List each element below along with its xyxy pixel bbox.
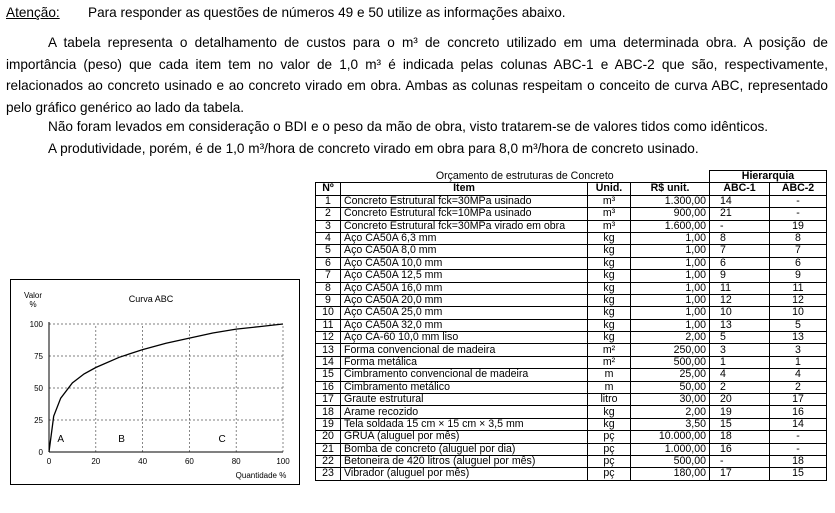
row-abc2: 8 [770, 232, 827, 244]
row-abc2: - [770, 208, 827, 220]
row-abc1: 11 [710, 282, 770, 294]
table-row [316, 356, 827, 368]
region-label: C [218, 433, 226, 445]
row-abc2: 18 [770, 455, 827, 467]
row-abc2: 15 [770, 468, 827, 480]
row-unit: kg [588, 418, 631, 430]
paragraph-line: pelo gráfico genérico ao lado da tabela. [6, 99, 245, 115]
row-price: 50,00 [631, 381, 710, 393]
attention-label: Atenção: [6, 5, 60, 20]
row-abc1: 20 [710, 394, 770, 406]
row-abc2: 16 [770, 406, 827, 418]
table-row [316, 220, 827, 232]
row-unit: kg [588, 282, 631, 294]
table-row [316, 282, 827, 294]
row-item: Tela soldada 15 cm × 15 cm × 3,5 mm [341, 418, 588, 430]
row-abc2: 11 [770, 282, 827, 294]
y-tick-label: 25 [34, 416, 43, 425]
table-title-row [316, 171, 827, 183]
row-abc1: 19 [710, 406, 770, 418]
col-header-item: Item [341, 183, 588, 195]
row-unit: m³ [588, 208, 631, 220]
row-unit: m² [588, 344, 631, 356]
row-abc2: 2 [770, 381, 827, 393]
row-abc2: 13 [770, 332, 827, 344]
x-tick-label: 0 [46, 457, 52, 466]
row-unit: m² [588, 356, 631, 368]
table-row [316, 344, 827, 356]
x-tick-label: 60 [184, 457, 194, 466]
y-tick-label: 100 [29, 320, 43, 329]
table-row [316, 455, 827, 467]
row-item: Cimbramento convencional de madeira [341, 369, 588, 381]
table-row [316, 232, 827, 244]
row-price: 1,00 [631, 245, 710, 257]
table-row [316, 195, 827, 207]
paragraph-line: relacionados ao concreto usinado e ao concreto virado em obra. Ambas as colunas respeitam o conceito de curva ABC, representado [6, 78, 828, 93]
table-row [316, 406, 827, 418]
row-item: Concreto Estrutural fck=10MPa usinado [341, 208, 588, 220]
row-unit: m [588, 369, 631, 381]
paragraph-bdi: Não foram levados em consideração o BDI e o peso da mão de obra, visto tratarem-se de valores tidos como idênticos. [48, 119, 769, 134]
y-tick-label: 0 [38, 448, 43, 457]
paragraph-productivity: A produtividade, porém, é de 1,0 m³/hora de concreto virado em obra para 8,0 m³/hora de concreto usinado. [48, 141, 699, 156]
row-unit: pç [588, 431, 631, 443]
y-axis-unit: % [29, 300, 37, 309]
row-abc2: 19 [770, 220, 827, 232]
table-row [316, 208, 827, 220]
row-abc1: 9 [710, 270, 770, 282]
row-price: 1,00 [631, 270, 710, 282]
row-item: Aço CA50A 8,0 mm [341, 245, 588, 257]
row-abc1: - [710, 220, 770, 232]
row-number: 13 [316, 344, 341, 356]
row-price: 1,00 [631, 307, 710, 319]
row-number: 5 [316, 245, 341, 257]
row-abc2: 10 [770, 307, 827, 319]
x-tick-label: 80 [231, 457, 241, 466]
row-number: 15 [316, 369, 341, 381]
row-abc1: 2 [710, 381, 770, 393]
col-header-price: R$ unit. [631, 183, 710, 195]
row-item: Graute estrutural [341, 394, 588, 406]
x-tick-label: 40 [138, 457, 148, 466]
row-number: 4 [316, 232, 341, 244]
region-label: A [57, 433, 65, 445]
row-price: 2,00 [631, 332, 710, 344]
row-item: Bomba de concreto (aluguel por dia) [341, 443, 588, 455]
row-unit: kg [588, 245, 631, 257]
row-unit: m³ [588, 195, 631, 207]
row-number: 22 [316, 455, 341, 467]
row-item: Concreto Estrutural fck=30MPa virado em obra [341, 220, 588, 232]
row-abc1: - [710, 455, 770, 467]
attention-line [6, 2, 566, 24]
row-abc1: 18 [710, 431, 770, 443]
region-label: B [118, 433, 125, 445]
row-number: 8 [316, 282, 341, 294]
col-header-abc1: ABC-1 [710, 183, 770, 195]
row-price: 1,00 [631, 294, 710, 306]
table-row [316, 431, 827, 443]
paragraph-line: importância (peso) que cada item tem no valor de 1,0 m³ é indicada pelas colunas ABC-1 e ABC-2 que são, respectivamente, [6, 56, 828, 72]
table-body [316, 195, 827, 480]
table-row [316, 443, 827, 455]
row-abc2: 7 [770, 245, 827, 257]
row-abc2: 17 [770, 394, 827, 406]
row-price: 250,00 [631, 344, 710, 356]
row-abc2: 6 [770, 257, 827, 269]
row-abc1: 12 [710, 294, 770, 306]
row-abc2: 1 [770, 356, 827, 368]
row-price: 3,50 [631, 418, 710, 430]
col-header-abc2: ABC-2 [770, 183, 827, 195]
row-item: Cimbramento metálico [341, 381, 588, 393]
x-tick-label: 100 [276, 457, 290, 466]
row-unit: kg [588, 406, 631, 418]
row-abc1: 5 [710, 332, 770, 344]
row-number: 7 [316, 270, 341, 282]
row-unit: pç [588, 468, 631, 480]
row-number: 10 [316, 307, 341, 319]
table-row [316, 381, 827, 393]
row-price: 1,00 [631, 282, 710, 294]
row-unit: pç [588, 455, 631, 467]
table-row [316, 418, 827, 430]
row-item: Aço CA50A 10,0 mm [341, 257, 588, 269]
row-item: Aço CA50A 25,0 mm [341, 307, 588, 319]
paragraph-line: A tabela representa o detalhamento de custos para o m³ de concreto utilizado em uma determinada obra. A posição de [48, 35, 828, 50]
row-price: 180,00 [631, 468, 710, 480]
row-abc1: 14 [710, 195, 770, 207]
row-item: Aço CA-60 10,0 mm liso [341, 332, 588, 344]
row-item: Arame recozido [341, 406, 588, 418]
paragraph-intro [6, 32, 828, 118]
row-unit: m [588, 381, 631, 393]
row-number: 17 [316, 394, 341, 406]
table-row [316, 468, 827, 480]
row-price: 30,00 [631, 394, 710, 406]
row-item: Forma convencional de madeira [341, 344, 588, 356]
row-price: 1,00 [631, 257, 710, 269]
row-number: 23 [316, 468, 341, 480]
x-tick-label: 20 [91, 457, 101, 466]
row-abc2: 14 [770, 418, 827, 430]
row-unit: kg [588, 257, 631, 269]
row-number: 16 [316, 381, 341, 393]
row-unit: litro [588, 394, 631, 406]
row-abc2: - [770, 195, 827, 207]
row-item: Aço CA50A 16,0 mm [341, 282, 588, 294]
row-item: Aço CA50A 6,3 mm [341, 232, 588, 244]
table-title: Orçamento de estruturas de Concreto [435, 169, 614, 182]
row-number: 19 [316, 418, 341, 430]
row-price: 900,00 [631, 208, 710, 220]
row-price: 1.000,00 [631, 443, 710, 455]
row-unit: kg [588, 270, 631, 282]
row-number: 20 [316, 431, 341, 443]
row-abc1: 21 [710, 208, 770, 220]
y-tick-label: 75 [34, 352, 43, 361]
row-number: 21 [316, 443, 341, 455]
row-abc1: 15 [710, 418, 770, 430]
row-abc1: 3 [710, 344, 770, 356]
row-item: Betoneira de 420 litros (aluguel por mês) [341, 455, 588, 467]
table-row [316, 294, 827, 306]
table-row [316, 332, 827, 344]
row-unit: kg [588, 232, 631, 244]
col-header-num: Nº [316, 183, 341, 195]
row-abc2: - [770, 431, 827, 443]
row-price: 2,00 [631, 406, 710, 418]
row-number: 12 [316, 332, 341, 344]
row-price: 10.000,00 [631, 431, 710, 443]
row-abc1: 7 [710, 245, 770, 257]
row-item: Concreto Estrutural fck=30MPa usinado [341, 195, 588, 207]
row-abc1: 1 [710, 356, 770, 368]
row-abc2: 3 [770, 344, 827, 356]
row-abc1: 6 [710, 257, 770, 269]
row-unit: kg [588, 294, 631, 306]
row-item: Vibrador (aluguel por mês) [341, 468, 588, 480]
row-price: 1,00 [631, 319, 710, 331]
row-number: 3 [316, 220, 341, 232]
y-tick-label: 50 [34, 384, 43, 393]
row-item: Forma metálica [341, 356, 588, 368]
row-price: 500,00 [631, 356, 710, 368]
row-abc2: 12 [770, 294, 827, 306]
row-number: 18 [316, 406, 341, 418]
row-price: 1.600,00 [631, 220, 710, 232]
row-unit: kg [588, 319, 631, 331]
chart-svg [11, 280, 299, 484]
row-item: Aço CA50A 20,0 mm [341, 294, 588, 306]
table-row [316, 319, 827, 331]
row-abc1: 13 [710, 319, 770, 331]
row-number: 1 [316, 195, 341, 207]
row-abc1: 17 [710, 468, 770, 480]
row-number: 9 [316, 294, 341, 306]
row-abc1: 16 [710, 443, 770, 455]
col-header-unit: Unid. [588, 183, 631, 195]
row-unit: kg [588, 307, 631, 319]
row-unit: kg [588, 332, 631, 344]
table-row [316, 257, 827, 269]
row-number: 14 [316, 356, 341, 368]
row-abc1: 10 [710, 307, 770, 319]
x-axis-label: Quantidade % [235, 471, 287, 480]
row-price: 25,00 [631, 369, 710, 381]
row-price: 1,00 [631, 232, 710, 244]
row-unit: m³ [588, 220, 631, 232]
table-row [316, 394, 827, 406]
abc-curve-chart [10, 279, 300, 485]
table-row [316, 307, 827, 319]
hierarchy-header: Hierarquia [710, 171, 827, 183]
chart-title: Curva ABC [128, 294, 174, 304]
row-unit: pç [588, 443, 631, 455]
y-axis-label: Valor [23, 291, 43, 300]
row-abc2: 5 [770, 319, 827, 331]
table-header-row [316, 183, 827, 195]
table-row [316, 245, 827, 257]
attention-text: Para responder as questões de números 49 e 50 utilize as informações abaixo. [88, 5, 566, 20]
row-abc2: 4 [770, 369, 827, 381]
row-item: Aço CA50A 32,0 mm [341, 319, 588, 331]
table-row [316, 270, 827, 282]
row-item: Aço CA50A 12,5 mm [341, 270, 588, 282]
cost-table [315, 170, 827, 481]
row-item: GRUA (aluguel por mês) [341, 431, 588, 443]
row-number: 6 [316, 257, 341, 269]
row-abc1: 8 [710, 232, 770, 244]
row-abc1: 4 [710, 369, 770, 381]
row-number: 11 [316, 319, 341, 331]
row-price: 1.300,00 [631, 195, 710, 207]
row-abc2: 9 [770, 270, 827, 282]
row-abc2: - [770, 443, 827, 455]
row-number: 2 [316, 208, 341, 220]
table-row [316, 369, 827, 381]
row-price: 500,00 [631, 455, 710, 467]
